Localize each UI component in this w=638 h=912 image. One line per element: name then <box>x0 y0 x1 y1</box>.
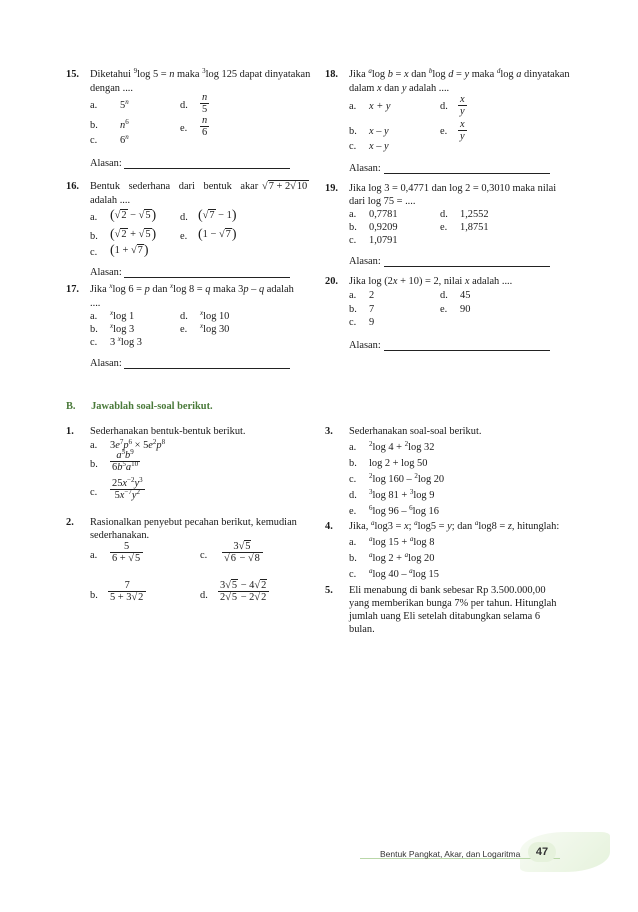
option-d: d. <box>440 290 448 301</box>
alasan-label: Alasan: <box>90 267 122 278</box>
option-b: b. <box>90 459 98 470</box>
option-e-value: $^x$log 30 <box>200 322 230 335</box>
option-c-value: $^2$log 160 – $^2$log 20 <box>369 472 445 485</box>
option-b-value: $^a$log 2 + $^a$log 20 <box>369 551 435 564</box>
option-b: b. <box>90 120 98 131</box>
option-e: e. <box>440 304 448 315</box>
option-d-value: $^x$log 10 <box>200 309 230 322</box>
option-e-value: (1 − √7) <box>198 227 237 242</box>
option-c: c. <box>349 317 357 328</box>
option-e-value: 90 <box>460 304 471 315</box>
option-c-value: x – y <box>369 141 389 152</box>
option-c-value: 9 <box>369 317 375 328</box>
option-a: a. <box>349 537 357 548</box>
question-text: Diketahui $^9$log 5 = n maka $^3$log 125 dapat dinyatakan <box>90 67 311 80</box>
option-c: c. <box>349 569 357 580</box>
alasan-label: Alasan: <box>349 256 381 267</box>
option-a-value: 2 <box>369 290 375 301</box>
question-number: 17. <box>66 284 79 295</box>
option-d-value: $\frac{3√5 - 4√2}{2√5 - 2√2}$ <box>218 580 269 603</box>
option-e-value: $^6$log 96 – $^6$log 16 <box>369 504 439 517</box>
question-text: Jika log (2x + 10) = 2, nilai x adalah .... <box>349 276 513 287</box>
option-d: d. <box>180 100 188 111</box>
option-b-value: $n^6$ <box>120 118 129 131</box>
question-text-line2: yang memberikan bunga 7% per tahun. Hitunglah <box>349 598 557 609</box>
option-a-value: $^a$log 15 + $^a$log 8 <box>369 535 435 548</box>
option-d: d. <box>440 101 448 112</box>
question-text-line2: adalah .... <box>90 195 131 206</box>
option-e: e. <box>180 324 188 335</box>
option-a-value: (√2 − √5) <box>110 208 157 223</box>
option-c: c. <box>200 550 208 561</box>
option-c-value: $^a$log 40 – $^a$log 15 <box>369 567 439 580</box>
option-d: d. <box>180 311 188 322</box>
answer-line[interactable] <box>124 368 290 369</box>
question-text-line1: Eli menabung di bank sebesar Rp 3.500.000,00 <box>349 585 546 596</box>
option-c-value: 1,0791 <box>369 235 398 246</box>
question-expression: √7 + 2√10 <box>262 181 308 192</box>
question-text-line4: bulan. <box>349 624 375 635</box>
option-b: b. <box>349 553 357 564</box>
option-b-value: 0,9209 <box>369 222 398 233</box>
option-a: a. <box>90 311 98 322</box>
option-c-value: 3 $^x$log 3 <box>110 335 142 348</box>
alasan-label: Alasan: <box>90 358 122 369</box>
option-c: c. <box>349 141 357 152</box>
alasan-label: Alasan: <box>349 163 381 174</box>
page-number: 47 <box>528 842 556 862</box>
option-d: d. <box>180 212 188 223</box>
option-b-value: (√2 + √5) <box>110 227 157 242</box>
question-text: Jika $^x$log 6 = p dan $^x$log 8 = q maka 3p – q adalah <box>90 282 294 295</box>
option-d-value: $\frac{x}{y}$ <box>460 94 465 117</box>
option-a: a. <box>349 290 357 301</box>
option-d-value: 45 <box>460 290 471 301</box>
option-a-value: $^x$log 1 <box>110 309 135 322</box>
option-a: a. <box>90 440 98 451</box>
option-c-value: 6$^n$ <box>120 133 129 146</box>
question-number: 18. <box>325 69 338 80</box>
alasan-label: Alasan: <box>90 158 122 169</box>
option-e: e. <box>180 123 188 134</box>
option-a-value: $\frac{5}{6 + √5}$ <box>110 541 143 564</box>
option-b-value: log 2 + log 50 <box>369 458 428 469</box>
option-b: b. <box>349 222 357 233</box>
question-text-line2: dari log 75 = .... <box>349 196 416 207</box>
option-a: a. <box>90 212 98 223</box>
option-e-value: 1,8751 <box>460 222 489 233</box>
option-e: e. <box>440 222 448 233</box>
option-c: c. <box>349 474 357 485</box>
answer-line[interactable] <box>124 277 290 278</box>
option-a: a. <box>90 550 98 561</box>
question-text: Rasionalkan penyebut pecahan berikut, kemudian <box>90 517 297 528</box>
option-d-value: $^3$log 81 + $^3$log 9 <box>369 488 435 501</box>
option-a-value: $^2$log 4 + $^2$log 32 <box>369 440 435 453</box>
question-text: Jika log 3 = 0,4771 dan log 2 = 0,3010 maka nilai <box>349 183 557 194</box>
question-text-line2: sederhanakan. <box>90 530 150 541</box>
option-b-value: $\frac{a^5b^9}{6b^5a^{10}}$ <box>112 448 139 473</box>
option-b: b. <box>90 324 98 335</box>
option-c-value: $\frac{25x^{-2}y^3}{5x^{-7}y^2}$ <box>112 476 143 501</box>
option-d: d. <box>349 490 357 501</box>
option-b: b. <box>349 304 357 315</box>
answer-line[interactable] <box>384 266 550 267</box>
option-b-value: 7 <box>369 304 375 315</box>
answer-line[interactable] <box>124 168 290 169</box>
question-number: 2. <box>66 517 74 528</box>
option-e: e. <box>440 126 448 137</box>
option-a-value: 5$^n$ <box>120 98 129 111</box>
option-e: e. <box>180 231 188 242</box>
option-c-value: $\frac{3√5}{√6 - √8}$ <box>222 541 263 564</box>
option-b: b. <box>90 590 98 601</box>
option-e-value: $\frac{n}{6}$ <box>202 115 208 138</box>
option-c: c. <box>90 337 98 348</box>
question-number: 19. <box>325 183 338 194</box>
question-number: 16. <box>66 181 79 192</box>
option-d: d. <box>200 590 208 601</box>
option-c: c. <box>90 135 98 146</box>
option-d: d. <box>440 209 448 220</box>
option-b-value: x – y <box>369 126 389 137</box>
option-e-value: $\frac{x}{y}$ <box>460 119 465 142</box>
option-b-value: $^x$log 3 <box>110 322 135 335</box>
question-number: 20. <box>325 276 338 287</box>
answer-line[interactable] <box>384 350 550 351</box>
question-text-line3: jumlah uang Eli setelah ditabungkan selama 6 <box>349 611 541 622</box>
question-text-line2: .... <box>90 298 101 309</box>
option-c: c. <box>90 247 98 258</box>
footer-chapter-title: Bentuk Pangkat, Akar, dan Logaritma <box>380 849 521 859</box>
option-a: a. <box>349 209 357 220</box>
section-b-heading: B. Jawablah soal-soal berikut. <box>66 401 213 412</box>
option-e: e. <box>349 506 357 517</box>
question-number: 3. <box>325 426 333 437</box>
option-a: a. <box>349 101 357 112</box>
option-b-value: $\frac{7}{5 + 3√2}$ <box>108 580 146 603</box>
option-b: b. <box>349 126 357 137</box>
option-c-value: (1 + √7) <box>110 243 149 258</box>
question-number: 1. <box>66 426 74 437</box>
question-number: 4. <box>325 521 333 532</box>
answer-line[interactable] <box>384 173 550 174</box>
option-a-value: x + y <box>369 101 391 112</box>
option-c: c. <box>349 235 357 246</box>
option-a: a. <box>90 100 98 111</box>
option-d-value: 1,2552 <box>460 209 489 220</box>
question-text-line2: dengan .... <box>90 83 133 94</box>
question-text: Bentuk sederhana dari bentuk akar <box>90 181 259 192</box>
question-text: Jika $^a$log b = x dan $^b$log d = y maka $^d$log a dinyatakan <box>349 67 570 80</box>
option-d-value: $\frac{n}{5}$ <box>202 92 208 115</box>
question-text-line2: dalam x dan y adalah .... <box>349 83 450 94</box>
question-text: Sederhanakan bentuk-bentuk berikut. <box>90 426 246 437</box>
question-number: 5. <box>325 585 333 596</box>
question-text: Sederhanakan soal-soal berikut. <box>349 426 482 437</box>
option-d-value: (√7 − 1) <box>198 208 237 223</box>
question-text: Jika, $^a$log3 = x; $^a$log5 = y; dan $^a$log8 = z, hitunglah: <box>349 519 560 532</box>
option-a: a. <box>349 442 357 453</box>
alasan-label: Alasan: <box>349 340 381 351</box>
option-a-value: 0,7781 <box>369 209 398 220</box>
option-b: b. <box>349 458 357 469</box>
option-a-value: $3e^7p^6 \times 5e^2p^8$ <box>110 438 166 451</box>
question-number: 15. <box>66 69 79 80</box>
option-b: b. <box>90 231 98 242</box>
option-c: c. <box>90 487 98 498</box>
